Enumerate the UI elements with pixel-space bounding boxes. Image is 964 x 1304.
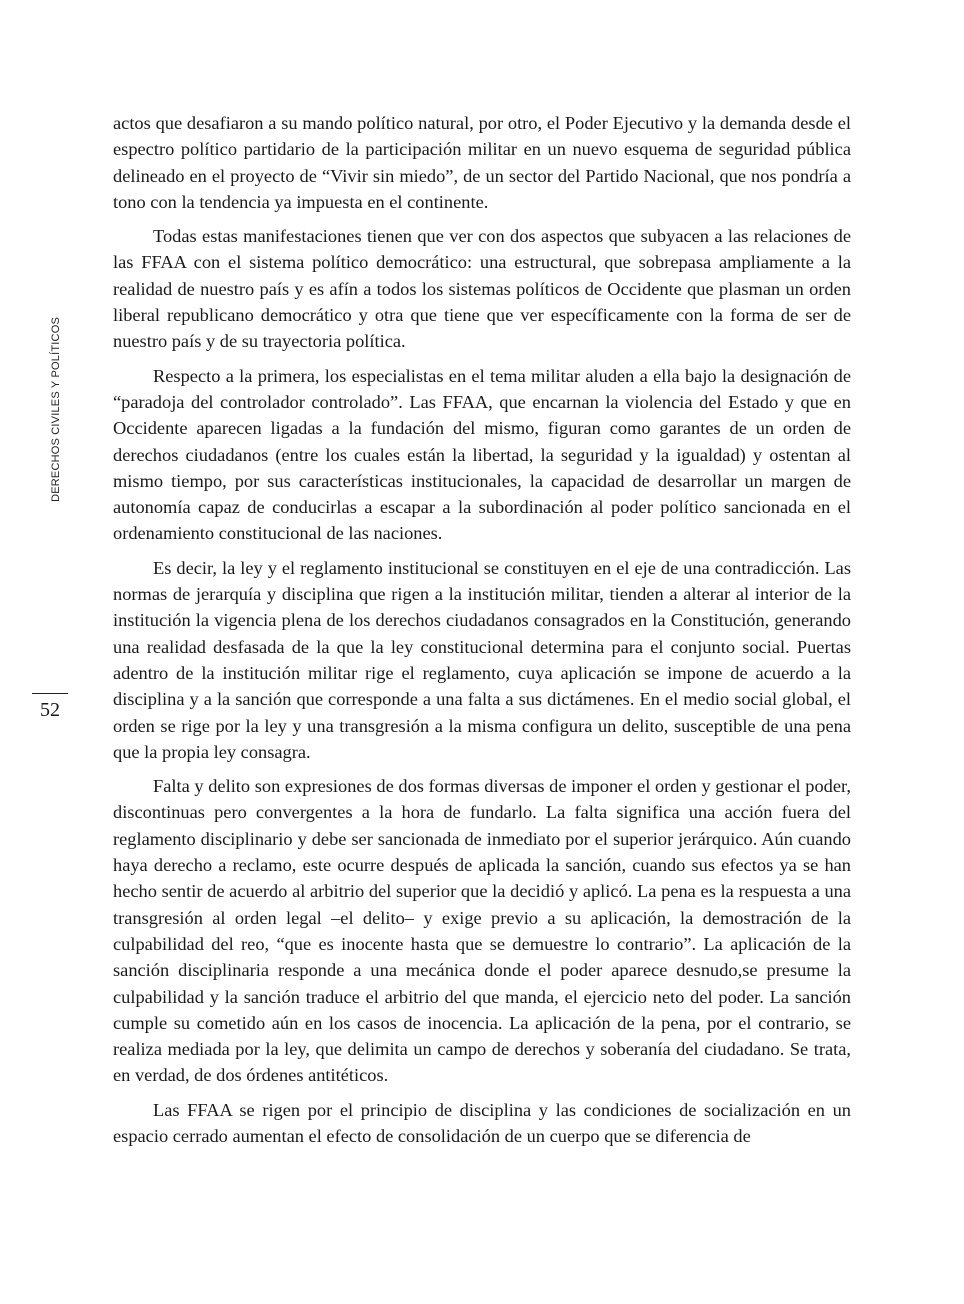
- running-header: [26, 317, 86, 512]
- paragraph-5: Falta y delito son expresiones de dos formas diversas de imponer el orden y gestionar el poder, discontinuas pero convergentes a la hora de fundarlo. La falta significa una acción fuera del reglamento disciplinario y debe ser sancionada de inmediato por el superior jerárquico. Aún cuando haya derecho a reclamo, este ocurre después de aplicada la sanción, cuando sus efectos ya se han hecho sentir de acuerdo al arbitrio del superior que la decidió y aplicó. La pena es la respuesta a una transgresión al orden legal –el delito– y exige previo a su aplicación, la demostración de la culpabilidad del reo, “que es inocente hasta que se demuestre lo contrario”. La aplicación de la sanción disciplinaria responde a una mecánica donde el poder aparece desnudo,se presume la culpabilidad y la sanción traduce el arbitrio del que manda, el ejercicio neto del poder. La sanción cumple su cometido aún en los casos de inocencia. La aplicación de la pena, por el contrario, se realiza mediada por la ley, que delimita un campo de derechos y soberanía del ciudadano. Se trata, en verdad, de dos órdenes antitéticos.: [113, 776, 851, 1086]
- paragraph-1: actos que desafiaron a su mando político natural, por otro, el Poder Ejecutivo y la demanda desde el espectro político partidario de la participación militar en un nuevo esquema de seguridad pública delineado en el proyecto de “Vivir sin miedo”, de un sector del Partido Nacional, que nos pondría a tono con la tendencia ya impuesta en el continente.: [113, 113, 851, 212]
- paragraph-2: Todas estas manifestaciones tienen que ver con dos aspectos que subyacen a las relaciones de las FFAA con el sistema político democrático: una estructural, que sobrepasa ampliamente a la realidad de nuestro país y es afín a todos los sistemas políticos de Occidente que plasman un orden liberal republicano democrático y otra que tiene que ver específicamente con la forma de ser de nuestro país y de su trayectoria política.: [113, 226, 851, 352]
- body-text: [113, 110, 851, 1157]
- page-number-rule: [32, 693, 68, 694]
- running-header-text: DERECHOS CIVILES Y POLÍTICOS: [50, 317, 62, 502]
- paragraph-3: Respecto a la primera, los especialistas en el tema militar aluden a ella bajo la designación de “paradoja del controlador controlado”. Las FFAA, que encarnan la violencia del Estado y que en Occidente aparecen ligadas a la fundación del mismo, figuran como garantes de un orden de derechos ciudadanos (entre los cuales están la libertad, la seguridad y la igualdad) y ostentan al mismo tiempo, por sus características institucionales, la capacidad de desarrollar un margen de autonomía capaz de conducirlas a escapar a la subordinación al poder político sancionada en el ordenamiento constitucional de las naciones.: [113, 365, 851, 544]
- paragraph-4: Es decir, la ley y el reglamento institucional se constituyen en el eje de una contradicción. Las normas de jerarquía y disciplina que rigen a la institución militar, tienden a alterar al interior de la institución la vigencia plena de los derechos ciudadanos consagrados en la Constitución, generando una realidad desfasada de la que la ley constitucional determina para el conjunto social. Puertas adentro de la institución militar rige el reglamento, cuya aplicación se impone de acuerdo a la disciplina y a la sanción que corresponde a una falta a sus dictámenes. En el medio social global, el orden se rige por la ley y una transgresión a la misma configura un delito, susceptible de una pena que la propia ley consagra.: [113, 557, 851, 762]
- page-number: 52: [40, 699, 60, 721]
- paragraph-6: Las FFAA se rigen por el principio de disciplina y las condiciones de socialización en un espacio cerrado aumentan el efecto de consolidación de un cuerpo que se diferencia de: [113, 1099, 851, 1146]
